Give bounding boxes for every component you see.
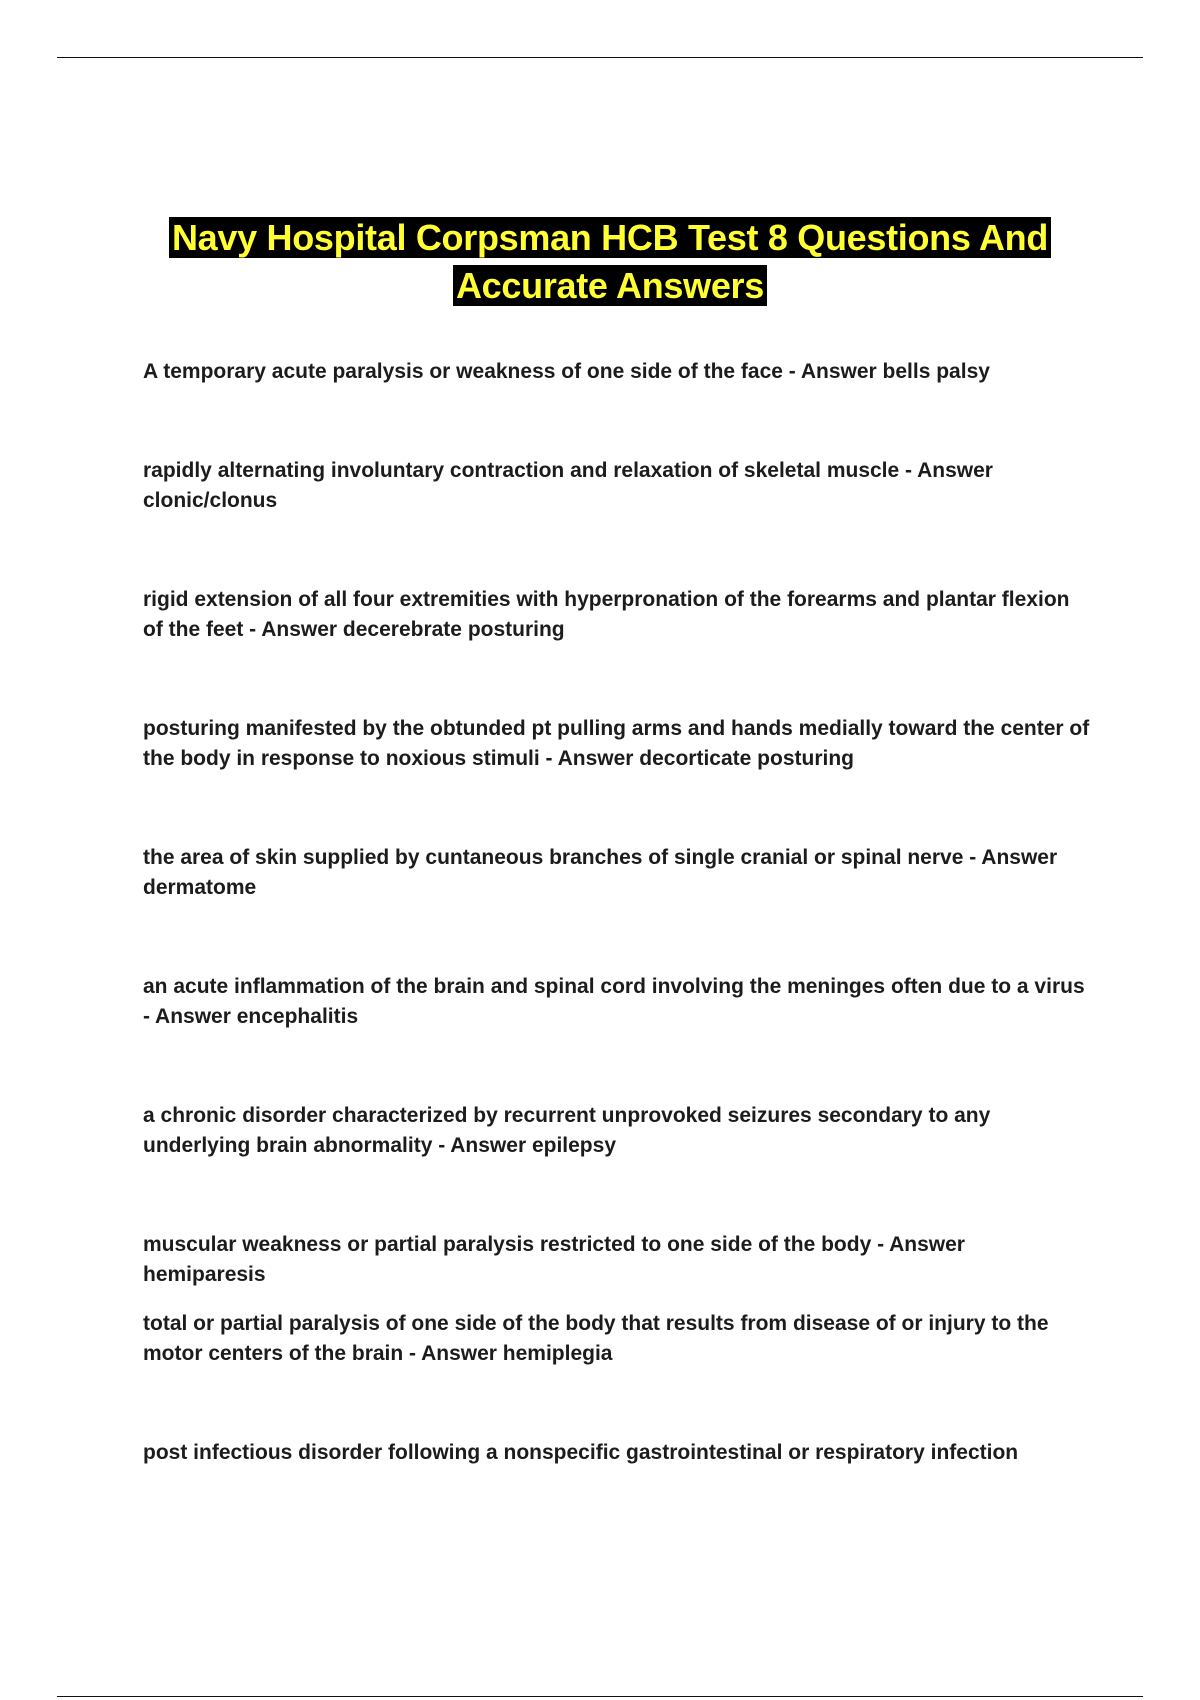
qa-item-8: muscular weakness or partial paralysis restricted to one side of the body - Answer hemiparesis <box>143 1233 965 1286</box>
qa-item-3: rigid extension of all four extremities with hyperpronation of the forearms and plantar flexion of the feet - Answer decerebrate posturing <box>143 588 1070 641</box>
title-line-2: Accurate Answers <box>453 265 767 306</box>
document-title <box>60 214 1160 310</box>
qa-item-9: total or partial paralysis of one side of the body that results from disease of or injury to the motor centers of the brain - Answer hemiplegia <box>143 1312 1049 1365</box>
title-line-1: Navy Hospital Corpsman HCB Test 8 Questions And <box>169 217 1051 258</box>
bottom-divider <box>57 1696 1143 1697</box>
qa-item-7: a chronic disorder characterized by recurrent unprovoked seizures secondary to any underlying brain abnormality - Answer epilepsy <box>143 1104 991 1157</box>
qa-item-1: A temporary acute paralysis or weakness of one side of the face - Answer bells palsy <box>143 360 990 383</box>
qa-item-4: posturing manifested by the obtunded pt pulling arms and hands medially toward the center of the body in response to noxious stimuli - Answer decorticate posturing <box>143 717 1090 770</box>
qa-item-2: rapidly alternating involuntary contraction and relaxation of skeletal muscle - Answer clonic/clonus <box>143 459 993 512</box>
qa-item-6: an acute inflammation of the brain and spinal cord involving the meninges often due to a virus - Answer encephalitis <box>143 975 1085 1028</box>
qa-item-10: post infectious disorder following a nonspecific gastrointestinal or respiratory infection <box>143 1441 1019 1464</box>
qa-item-5: the area of skin supplied by cuntaneous branches of single cranial or spinal nerve - Answer dermatome <box>143 846 1058 899</box>
top-divider <box>57 57 1143 58</box>
